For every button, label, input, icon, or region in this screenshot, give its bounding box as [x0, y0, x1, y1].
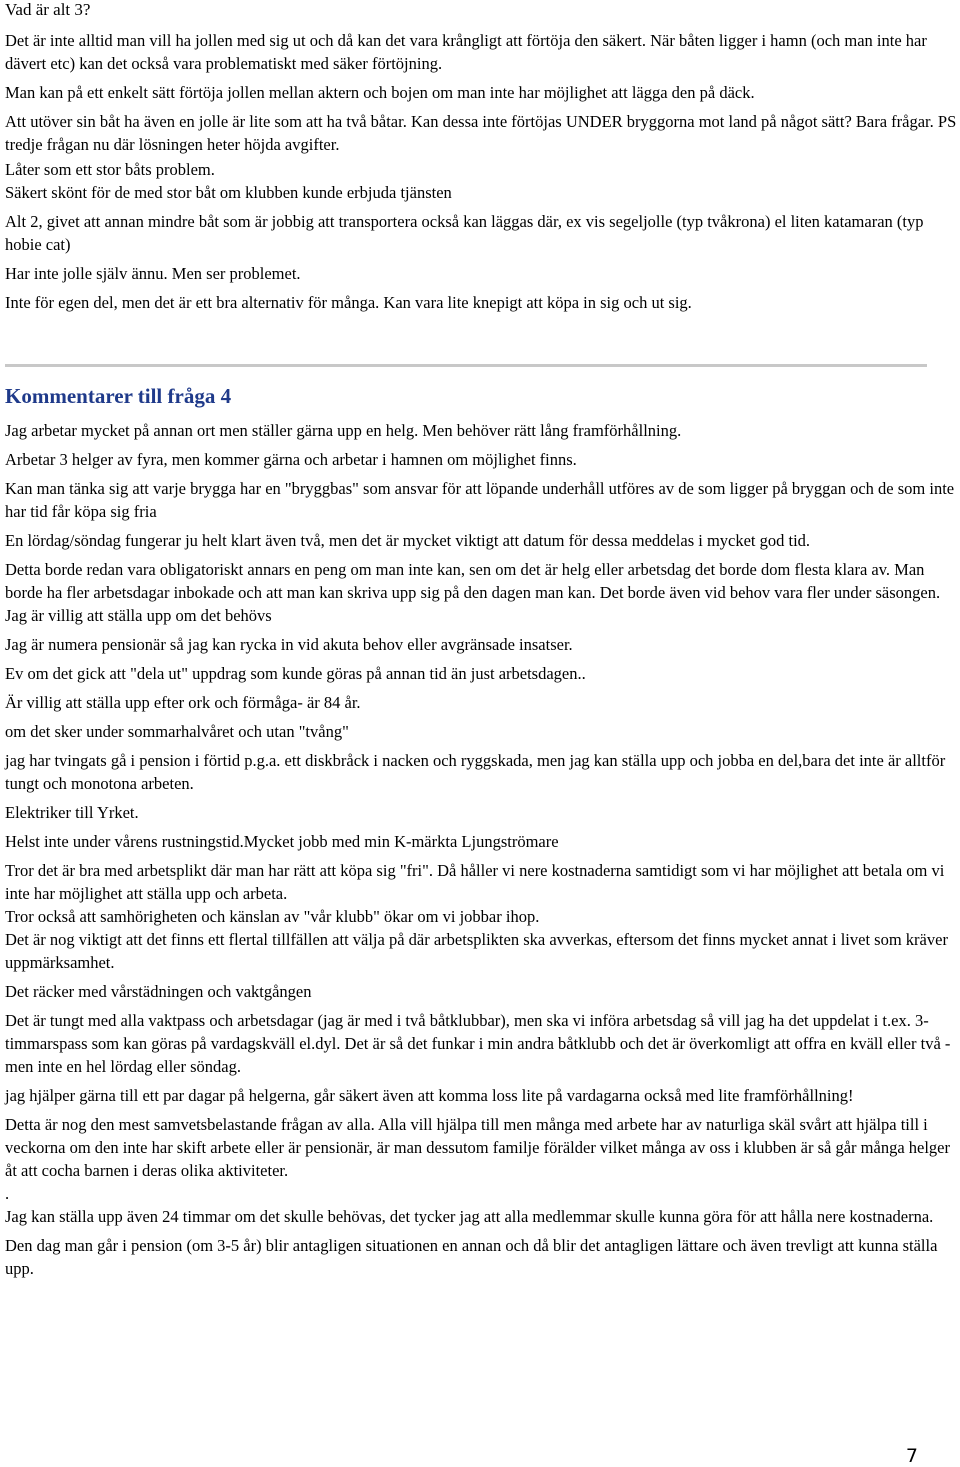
comment-paragraph: Jag kan ställa upp även 24 timmar om det skulle behövas, det tycker jag att alla medlemmar skulle kunna göra för att hålla nere kostnaderna. [5, 1207, 934, 1226]
comment-paragraph: Har inte jolle själv ännu. Men ser problemet. [5, 264, 301, 283]
comment-paragraph: Jag är numera pensionär så jag kan rycka in vid akuta behov eller avgränsade insatser. [5, 635, 573, 654]
comment-paragraph: Jag arbetar mycket på annan ort men ställer gärna upp en helg. Men behöver rätt lång framförhållning. [5, 421, 682, 440]
comments-list [5, 419, 960, 1286]
comment-paragraph: jag hjälper gärna till ett par dagar på helgerna, går säkert även att komma loss lite på vardagarna också med lite framförhållning! [5, 1086, 854, 1105]
comment-paragraph: Ev om det gick att "dela ut" uppdrag som kunde göras på annan tid än just arbetsdagen.. [5, 664, 586, 683]
comment-paragraph: Man kan på ett enkelt sätt förtöja jollen mellan aktern och bojen om man inte har möjlighet att lägga den på däck. [5, 83, 755, 102]
comment-paragraph: Säkert skönt för de med stor båt om klubben kunde erbjuda tjänsten [5, 183, 452, 202]
comment-paragraph: Det räcker med vårstädningen och vaktgången [5, 982, 312, 1001]
comment-paragraph: Detta är nog den mest samvetsbelastande frågan av alla. Alla vill hjälpa till men många med arbete har av naturliga skäl svårt att hjälpa till i veckorna om den inte har skift arbete eller är pensionär, är man dessutom familje förälder vilket många av oss i klubben är så går många helger åt att cocha barnen i deras olika aktiviteter. [5, 1115, 950, 1180]
comment-paragraph: Detta borde redan vara obligatoriskt annars en peng om man inte kan, sen om det är helg eller arbetsdag det borde dom flesta klara av. Man borde ha fler arbetsdagar inbokade och att man kan skriva upp sig på den dagen man kan. Det borde även vid behov vara fler under säsongen. Jag är villig att ställa upp om det behövs [5, 560, 941, 625]
comment-paragraph: Tror också att samhörigheten och känslan av "vår klubb" ökar om vi jobbar ihop. [5, 907, 540, 926]
comment-paragraph: Är villig att ställa upp efter ork och förmåga- är 84 år. [5, 693, 361, 712]
comment-paragraph: . [5, 1184, 10, 1203]
comment-paragraph: Tror det är bra med arbetsplikt där man har rätt att köpa sig "fri". Då håller vi nere kostnaderna samtidigt som vi har möjlighet att betala om vi inte har möjlighet att ställa upp och arbeta. [5, 861, 945, 903]
comment-paragraph: Den dag man går i pension (om 3-5 år) blir antagligen situationen en annan och då blir det antagligen lättare och även trevligt att kunna ställa upp. [5, 1236, 938, 1278]
comment-paragraph: Arbetar 3 helger av fyra, men kommer gärna och arbetar i hamnen om möjlighet finns. [5, 450, 577, 469]
section-title: Kommentarer till fråga 4 [5, 384, 232, 408]
comment-paragraph: Kan man tänka sig att varje brygga har en "bryggbas" som ansvar för att löpande underhåll utföres av de som ligger på bryggan och de som inte har tid får köpa sig fria [5, 479, 955, 521]
comment-paragraph: om det sker under sommarhalvåret och utan "tvång" [5, 722, 349, 741]
top-block [5, 0, 960, 320]
comment-paragraph: Alt 2, givet att annan mindre båt som är jobbig att transportera också kan läggas där, ex vis segeljolle (typ tvåkrona) el liten katamaran (typ hobie cat) [5, 212, 924, 254]
comment-paragraph: jag har tvingats gå i pension i förtid p.g.a. ett diskbråck i nacken och ryggskada, men jag kan ställa upp och jobba en del,bara det inte är alltför tungt och monotona arbeten. [5, 751, 946, 793]
comment-paragraph: Elektriker till Yrket. [5, 803, 139, 822]
comment-paragraph: Låter som ett stor båts problem. [5, 160, 215, 179]
comment-paragraph: Att utöver sin båt ha även en jolle är lite som att ha två båtar. Kan dessa inte förtöjas UNDER bryggorna mot land på något sätt? Bara frågar. PS tredje frågan nu där lösningen heter höjda avgifter. [5, 112, 957, 154]
comment-paragraph: Helst inte under vårens rustningstid.Mycket jobb med min K-märkta Ljungströmare [5, 832, 559, 851]
comment-paragraph: Inte för egen del, men det är ett bra alternativ för många. Kan vara lite knepigt att köpa in sig och ut sig. [5, 293, 692, 312]
comment-paragraph: En lördag/söndag fungerar ju helt klart även två, men det är mycket viktigt att datum för dessa meddelas i mycket god tid. [5, 531, 811, 550]
comment-paragraph: Det är tungt med alla vaktpass och arbetsdagar (jag är med i två båtklubbar), men ska vi införa arbetsdag så vill jag ha det uppdelat i t.ex. 3-timmarspass som kan göras på vardagskväll el.dyl. Det är så det funkar i min andra båtklubb och det är överkomligt att offra en kväll eller två - men inte en hel lördag eller söndag. [5, 1011, 951, 1076]
section-divider [5, 364, 927, 367]
comment-paragraph: Det är inte alltid man vill ha jollen med sig ut och då kan det vara krångligt att förtöja den säkert. När båten ligger i hamn (och man inte har dävert etc) kan det också vara problematiskt med säker förtöjning. [5, 31, 927, 73]
comment-paragraph: Det är nog viktigt att det finns ett flertal tillfällen att välja på där arbetsplikten ska avverkas, eftersom det finns mycket annat i livet som kräver uppmärksamhet. [5, 930, 948, 972]
question-heading: Vad är alt 3? [5, 0, 91, 19]
page-number: 7 [905, 1445, 918, 1467]
